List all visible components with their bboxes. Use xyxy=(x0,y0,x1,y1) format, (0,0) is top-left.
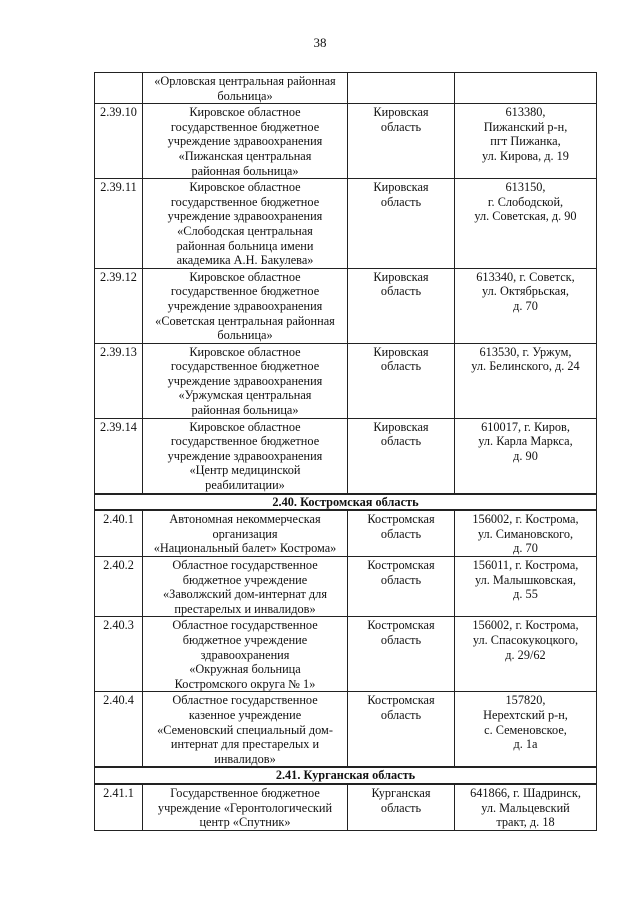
institution-name-cell xyxy=(143,343,348,418)
row-number: 2.39.12 xyxy=(95,268,143,343)
region-name-line: область xyxy=(380,526,422,541)
postal-address-cell xyxy=(455,418,597,493)
row-number: 2.39.10 xyxy=(95,104,143,179)
row-number: 2.40.4 xyxy=(95,692,143,767)
institution-name-line: реабилитации» xyxy=(205,478,285,493)
institution-name-line: бюджетное учреждение xyxy=(182,572,308,587)
postal-address-line: 156002, г. Кострома, xyxy=(472,512,579,527)
region-name-line: Костромская xyxy=(367,558,435,572)
institution-name-line: инвалидов» xyxy=(214,751,276,766)
postal-address-line: 156002, г. Кострома, xyxy=(472,618,579,633)
institution-name-line: учреждение здравоохранения xyxy=(167,298,323,313)
institution-name-line: Кировское областное xyxy=(189,269,301,284)
institution-name-line: Областное государственное xyxy=(172,693,318,708)
postal-address-line: ул. Кирова, д. 19 xyxy=(482,148,569,163)
row-number: 2.39.13 xyxy=(95,343,143,418)
institution-name-line: организация xyxy=(212,526,278,541)
institution-name-line: «Уржумская центральная xyxy=(178,388,312,403)
institution-name-cell xyxy=(143,692,348,767)
institution-name-cell xyxy=(143,73,348,104)
postal-address-line: Пижанский р-н, xyxy=(483,119,568,134)
institution-name-line: «Орловская центральная районная xyxy=(154,74,336,88)
institution-name-line: «Национальный балет» Кострома» xyxy=(153,541,337,556)
postal-address-line: д. 1а xyxy=(513,737,538,752)
region-name-line: область xyxy=(380,572,422,587)
postal-address-line: ул. Мальцевский xyxy=(481,800,570,815)
postal-address-line: ул. Белинского, д. 24 xyxy=(471,359,580,374)
region-name-line: Кировская xyxy=(373,419,429,434)
postal-address-line: пгт Пижанка, xyxy=(490,134,561,149)
postal-address-line: 613340, г. Советск, xyxy=(476,269,575,284)
row-number: 2.40.2 xyxy=(95,557,143,617)
institution-name-line: «Пижанская центральная xyxy=(178,148,312,163)
postal-address-line: 641866, г. Шадринск, xyxy=(470,785,581,800)
region-name-cell xyxy=(348,418,455,493)
row-number: 2.41.1 xyxy=(95,784,143,830)
region-name-cell xyxy=(348,510,455,556)
page-number: 38 xyxy=(313,35,327,50)
table-row xyxy=(95,343,597,418)
region-name-line: Костромская xyxy=(367,512,435,527)
institution-name-cell xyxy=(143,784,348,830)
table-row xyxy=(95,104,597,179)
region-name-cell xyxy=(348,179,455,269)
institution-name-line: Кировское областное xyxy=(189,105,301,120)
postal-address-cell xyxy=(455,268,597,343)
institutions-table xyxy=(94,72,597,831)
region-name-cell xyxy=(348,784,455,830)
row-number: 2.40.1 xyxy=(95,510,143,556)
region-name-cell xyxy=(348,557,455,617)
postal-address-line: г. Слободской, xyxy=(487,194,564,209)
region-name-line: область xyxy=(380,632,422,647)
region-name-line: область xyxy=(380,284,422,299)
table-row xyxy=(95,268,597,343)
institution-name-line: учреждение здравоохранения xyxy=(167,373,323,388)
postal-address-line: 613150, xyxy=(505,180,546,195)
postal-address-cell xyxy=(455,73,597,104)
region-name-line: область xyxy=(380,707,422,722)
institution-name-line: государственное бюджетное xyxy=(170,194,320,209)
table-row xyxy=(95,418,597,493)
region-name-line: область xyxy=(380,800,422,815)
institution-name-cell xyxy=(143,510,348,556)
institution-name-line: академика А.Н. Бакулева» xyxy=(176,253,314,268)
region-name-line: Кировская xyxy=(373,269,429,284)
section-header-row xyxy=(95,767,597,784)
postal-address-line: ул. Симановского, xyxy=(477,526,574,541)
table-row xyxy=(95,784,597,830)
institution-name-line: «Заволжский дом-интернат для xyxy=(163,587,327,602)
region-name-line: область xyxy=(380,359,422,374)
postal-address-line: ул. Карла Маркса, xyxy=(478,434,573,449)
table-row xyxy=(95,510,597,556)
postal-address-cell xyxy=(455,692,597,767)
region-name-cell xyxy=(348,343,455,418)
postal-address-line: д. 90 xyxy=(513,448,538,463)
section-title: 2.40. Костромская область xyxy=(95,494,597,511)
region-name-line: Кировская xyxy=(373,180,429,195)
table-row xyxy=(95,179,597,269)
postal-address-cell xyxy=(455,104,597,179)
postal-address-line: ул. Спасокукоцкого, xyxy=(472,632,579,647)
postal-address-line: 613530, г. Уржум, xyxy=(479,344,572,359)
row-number: 2.39.11 xyxy=(95,179,143,269)
institution-name-line: государственное бюджетное xyxy=(170,119,320,134)
institution-name-cell xyxy=(143,557,348,617)
region-name-line: Курганская xyxy=(371,785,431,800)
region-name-line: область xyxy=(380,119,422,134)
table-body xyxy=(95,73,597,831)
region-name-line: Кировская xyxy=(373,105,429,120)
postal-address-line: 613380, xyxy=(505,105,546,120)
postal-address-line: д. 29/62 xyxy=(505,647,546,662)
institution-name-line: «Слободская центральная xyxy=(177,223,313,238)
institution-name-line: государственное бюджетное xyxy=(170,284,320,299)
institution-name-line: государственное бюджетное xyxy=(170,434,320,449)
institution-name-cell xyxy=(143,268,348,343)
institution-name-line: больница» xyxy=(217,88,273,103)
institution-name-line: «Советская центральная районная xyxy=(155,313,335,328)
postal-address-line: ул. Октябрьская, xyxy=(482,284,569,299)
institution-name-line: казенное учреждение xyxy=(188,707,302,722)
postal-address-line: ул. Советская, д. 90 xyxy=(474,209,577,224)
institution-name-line: «Семеновский специальный дом- xyxy=(157,722,333,737)
section-header-row xyxy=(95,494,597,511)
institution-name-line: учреждение здравоохранения xyxy=(167,448,323,463)
institution-name-line: Автономная некоммерческая xyxy=(169,512,321,527)
row-number xyxy=(95,73,143,104)
institution-name-line: Костромского округа № 1» xyxy=(174,676,316,691)
institution-name-line: районная больница имени xyxy=(176,238,314,253)
institution-name-cell xyxy=(143,104,348,179)
region-name-cell xyxy=(348,617,455,692)
institution-name-line: престарелых и инвалидов» xyxy=(174,601,316,616)
table-row xyxy=(95,557,597,617)
institution-name-line: учреждение здравоохранения xyxy=(167,134,323,149)
table-row xyxy=(95,617,597,692)
institution-name-line: центр «Спутник» xyxy=(199,815,291,830)
postal-address-line: с. Семеновское, xyxy=(484,722,567,737)
postal-address-cell xyxy=(455,343,597,418)
section-title: 2.41. Курганская область xyxy=(95,767,597,784)
postal-address-line: 156011, г. Кострома, xyxy=(472,558,579,572)
institution-name-line: районная больница» xyxy=(191,403,299,418)
institution-name-line: Областное государственное xyxy=(172,558,318,572)
postal-address-line: Нерехтский р-н, xyxy=(483,707,568,722)
postal-address-line: тракт, д. 18 xyxy=(496,815,555,830)
postal-address-cell xyxy=(455,179,597,269)
institution-name-line: Областное государственное xyxy=(172,618,318,633)
institution-name-line: больница» xyxy=(217,328,273,343)
postal-address-line: д. 70 xyxy=(513,541,538,556)
region-name-cell xyxy=(348,692,455,767)
table-row xyxy=(95,73,597,104)
postal-address-line: ул. Малышковская, xyxy=(475,572,576,587)
region-name-line: область xyxy=(380,194,422,209)
institution-name-line: интернат для престарелых и xyxy=(170,737,320,752)
row-number: 2.39.14 xyxy=(95,418,143,493)
institution-name-line: государственное бюджетное xyxy=(170,359,320,374)
region-name-line: область xyxy=(380,434,422,449)
region-name-line: Костромская xyxy=(367,693,435,708)
institution-name-line: Кировское областное xyxy=(189,419,301,434)
institution-name-line: здравоохранения xyxy=(200,647,290,662)
region-name-cell xyxy=(348,268,455,343)
institution-name-cell xyxy=(143,418,348,493)
region-name-line: Кировская xyxy=(373,344,429,359)
region-name-cell xyxy=(348,104,455,179)
institution-name-line: «Центр медицинской xyxy=(189,463,301,478)
institution-name-line: Государственное бюджетное xyxy=(170,785,320,800)
postal-address-cell xyxy=(455,617,597,692)
postal-address-cell xyxy=(455,510,597,556)
row-number: 2.40.3 xyxy=(95,617,143,692)
institution-name-cell xyxy=(143,617,348,692)
postal-address-cell xyxy=(455,557,597,617)
postal-address-line: 610017, г. Киров, xyxy=(481,419,570,434)
institution-name-line: «Окружная больница xyxy=(189,662,301,677)
postal-address-line: д. 70 xyxy=(513,298,538,313)
postal-address-line: д. 55 xyxy=(513,587,538,602)
institution-name-line: учреждение «Геронтологический xyxy=(157,800,333,815)
institution-name-line: районная больница» xyxy=(191,163,299,178)
institution-name-line: учреждение здравоохранения xyxy=(167,209,323,224)
region-name-cell xyxy=(348,73,455,104)
institution-name-cell xyxy=(143,179,348,269)
postal-address-line: 157820, xyxy=(505,693,546,708)
postal-address-cell xyxy=(455,784,597,830)
table-row xyxy=(95,692,597,767)
region-name-line: Костромская xyxy=(367,618,435,633)
institution-name-line: бюджетное учреждение xyxy=(182,632,308,647)
institution-name-line: Кировское областное xyxy=(189,344,301,359)
institution-name-line: Кировское областное xyxy=(189,180,301,195)
